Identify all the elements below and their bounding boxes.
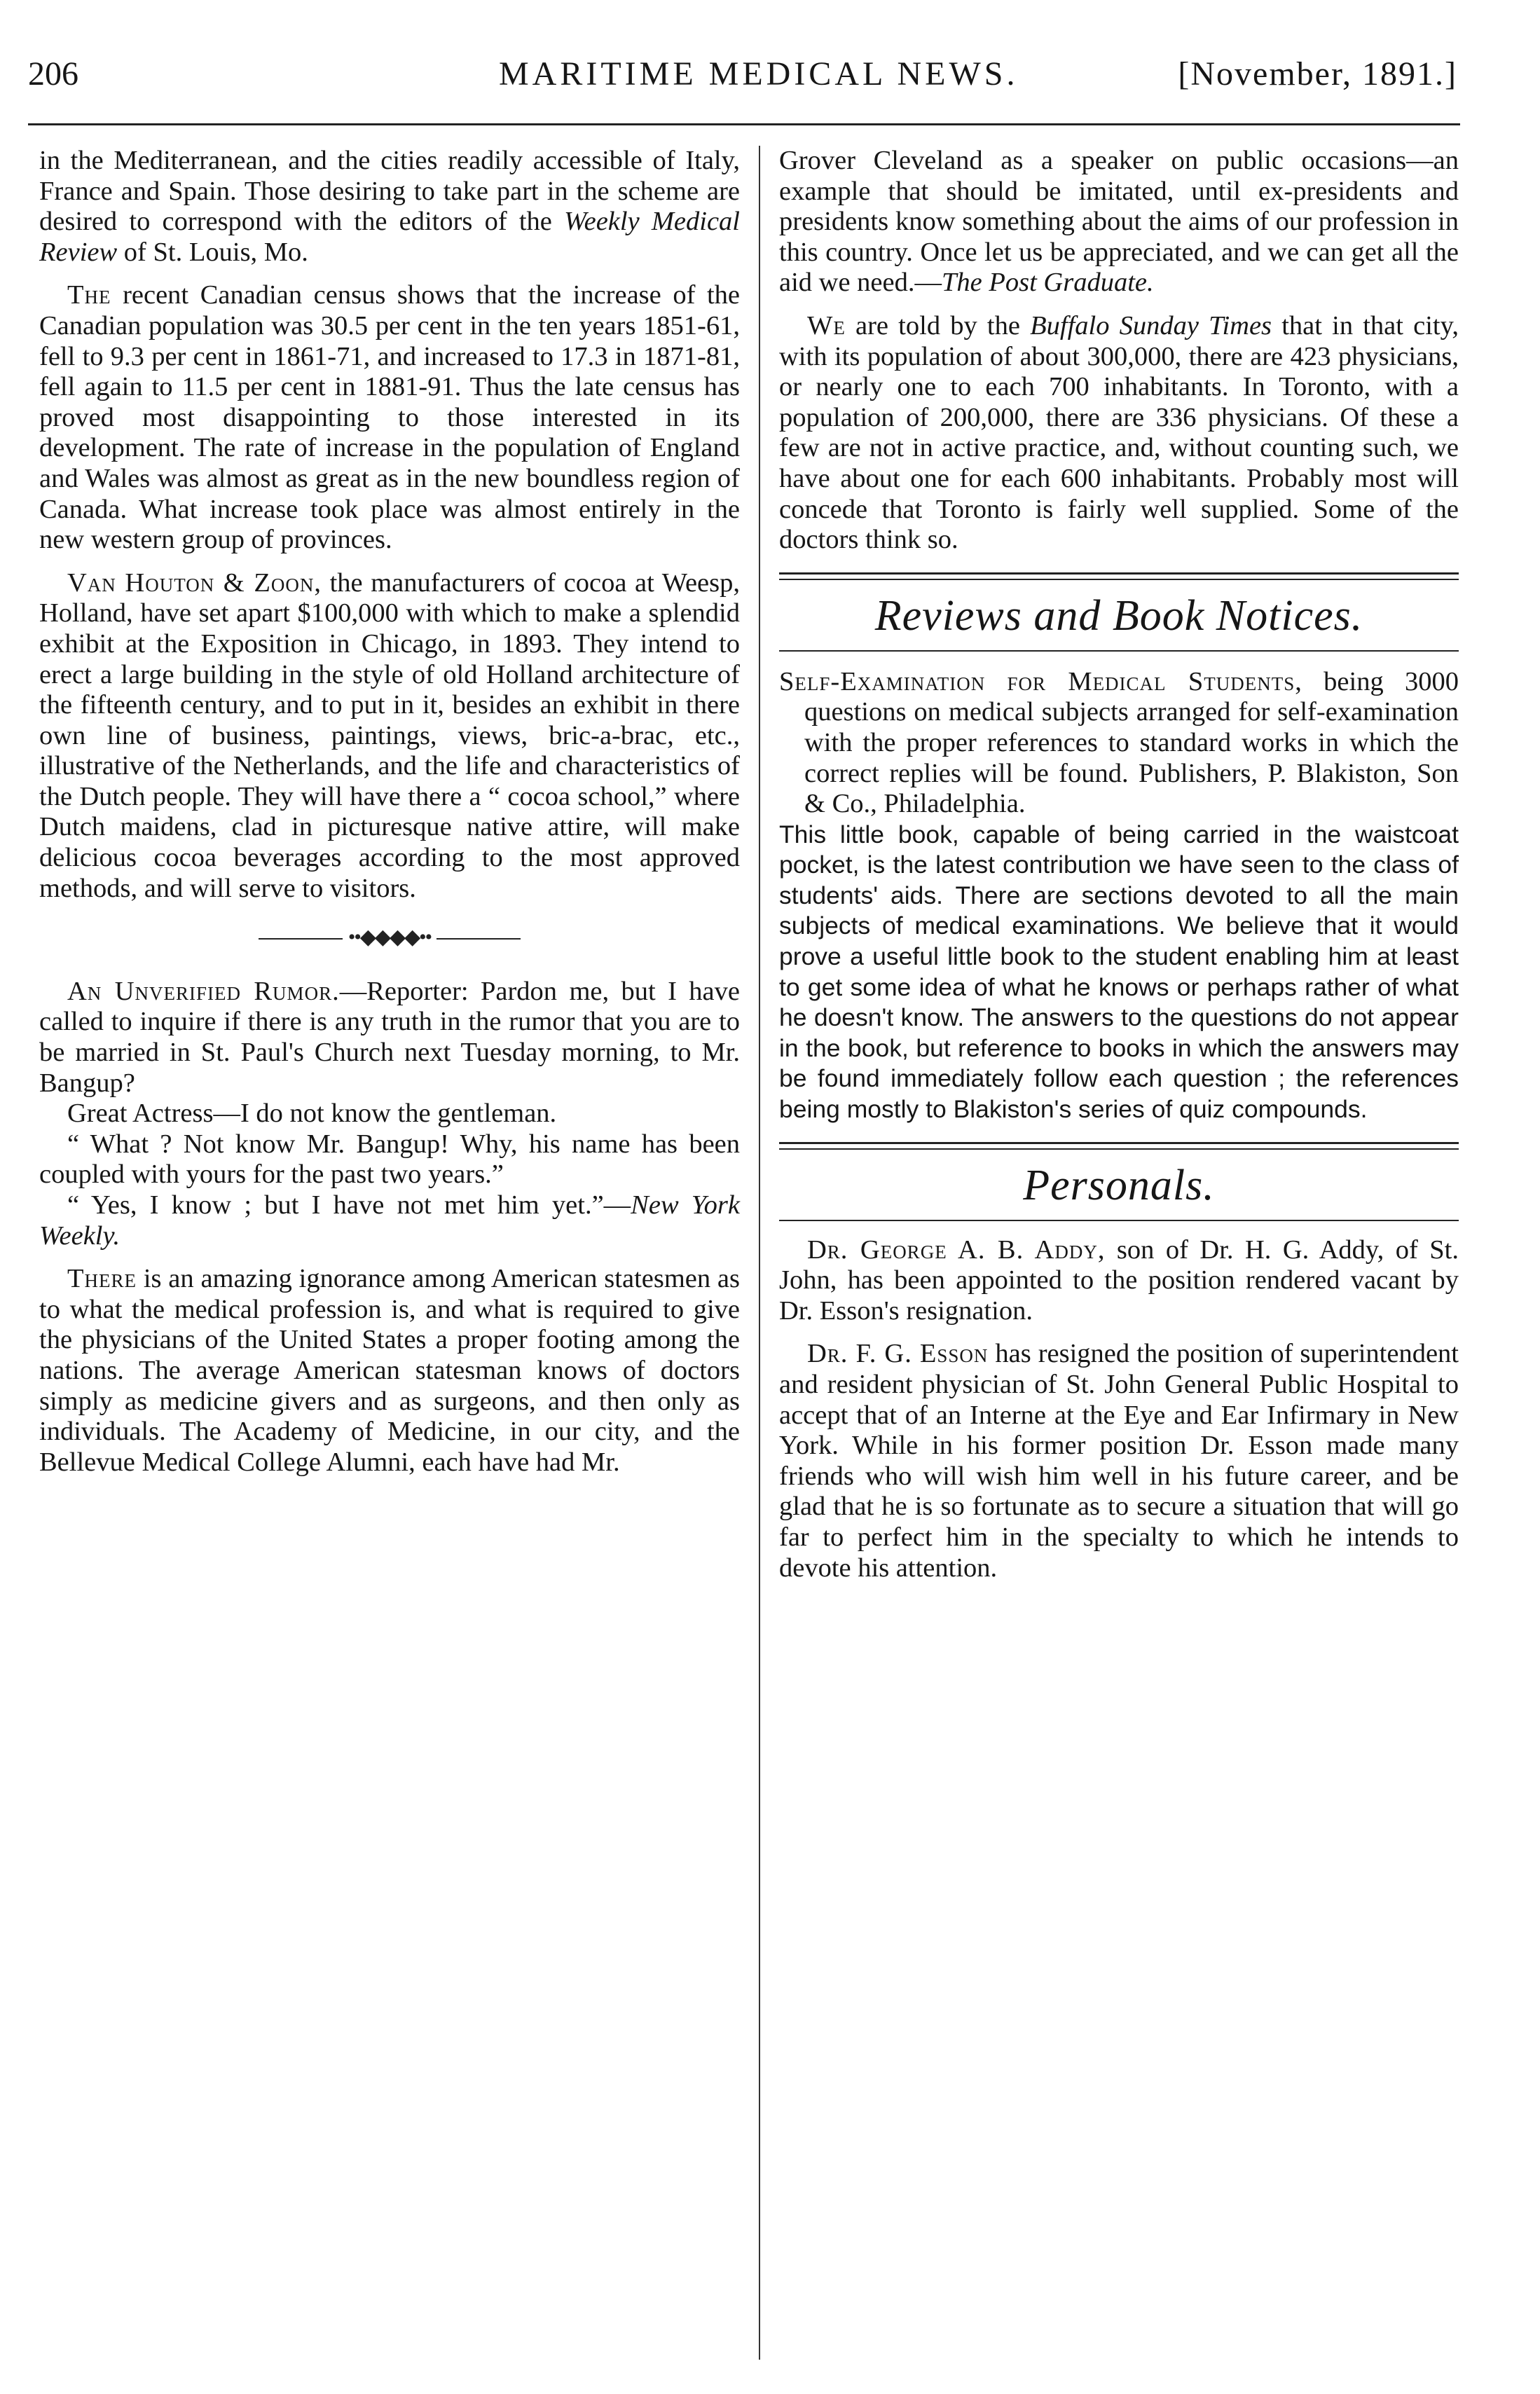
buffalo-article	[779, 311, 1459, 556]
right-column	[779, 146, 1459, 1583]
book-title: Self-Examination for Medical Students,	[779, 666, 1302, 696]
rumor-dialogue-1: Great Actress—I do not know the gentleman.	[67, 1099, 557, 1129]
article-text: is an amazing ignorance among American statesmen as to what the medical profession is, and what is required to give the physicians of the United States a proper footing among the nations. The average American statesman knows of doctors simply as medicine givers and as surgeons, and then only as individuals. The Academy of Medicine, in our city, and the Bellevue Medical College Alumni, each have had Mr.	[39, 1264, 740, 1477]
publication-name: New York Weekly.	[39, 1190, 741, 1251]
rumor-dialogue-2: “ What ? Not know Mr. Bangup! Why, his name has been coupled with yours for the past two years.”	[39, 1129, 740, 1190]
section-rule-bottom	[779, 579, 1459, 580]
article-text: recent Canadian census shows that the increase of the Canadian population was 30.5 per cent in the ten years 1851-61, fell to 9.3 per cent in 1861-71, and increased to 17.3 in 1871-81, fell again to 11.5 per cent in 1881-91. Thus the late census has proved most disappointing to those interested in its development. The rate of increase in the population of England and Wales was almost as great as in the new boundless region of Canada. What increase took place was almost entirely in the new western group of provinces.	[39, 280, 740, 555]
rumor-article	[39, 977, 740, 1099]
personal-text: son of Dr. H. G. Addy, of St. John, has been appointed to the position rendered vacant by Dr. Esson's resignation.	[779, 1234, 1459, 1326]
article-text: “ Yes, I know ; but I have not met him yet.”—	[67, 1190, 631, 1220]
cleveland-continuation	[779, 146, 1459, 298]
book-citation	[779, 667, 1459, 820]
issue-date: [November, 1891.]	[1178, 55, 1457, 92]
article-text-end: of St. Louis, Mo.	[117, 237, 308, 267]
ornament-glyphs: ••◆◆◆◆••	[348, 926, 432, 949]
journal-title: MARITIME MEDICAL NEWS.	[499, 55, 1019, 92]
column-divider	[759, 146, 760, 2360]
page-number: 206	[28, 55, 78, 92]
article-continuation	[39, 146, 740, 268]
lead-word: The	[67, 280, 111, 310]
book-review: This little book, capable of being carried in the waistcoat pocket, is the latest contribution we have seen to the class of students' aids. There are sections devoted to all the main subjects of medical examinations. We believe that it would prove a useful little book to the student enabling him at least to get some idea of what he knows or perhaps rather of what he doesn't know. The answers to the questions do not appear in the book, but reference to books in which the answers may be found immediately follow each question ; the references being mostly to Blakiston's series of quiz compounds.	[779, 820, 1459, 1124]
lead-word: An Unverified Rumor.	[67, 976, 340, 1006]
lead-name: Dr. F. G. Esson	[807, 1339, 989, 1369]
article-text: Grover Cleveland as a speaker on public occasions—an example that should be imitated, until ex-presidents and presidents know something about the aims of our profession in this country. Once let us be appreciated, and we can get all the aid we need.—	[779, 146, 1459, 298]
rumor-dialogue-3	[39, 1190, 740, 1251]
lead-word: Van Houton & Zoon,	[67, 567, 322, 598]
ornament-line-right	[436, 938, 521, 940]
publication-name: The Post Graduate.	[941, 268, 1154, 298]
article-text: the manufacturers of cocoa at Weesp, Holland, have set apart $100,000 with which to make a splendid exhibit at the Exposition in Chicago, in 1893. They intend to erect a large building in the style of old Holland architecture of the fifteenth century, and to put in it, besides an exhibit in there own line of business, paintings, views, bric-a-brac, etc., illustrative of the Netherlands, and the life and characteristics of the Dutch people. They will have there a “ cocoa school,” where Dutch maidens, clad in picturesque native attire, will make delicious cocoa beverages according to the most approved methods, and will serve to visitors.	[39, 567, 740, 903]
book-notice	[779, 667, 1459, 1125]
left-column	[39, 146, 740, 1478]
book-details: being 3000 questions on medical subjects arranged for self-examination with the proper references to standard works in which the correct replies will be found. Publishers, P. Blakiston, Son & Co., Philadelphia.	[804, 666, 1459, 819]
header-rule	[28, 123, 1460, 125]
cocoa-article	[39, 568, 740, 904]
article-text: —Reporter: Pardon me, but I have called to inquire if there is any truth in the rumor that you are to be married in St. Paul's Church next Tuesday morning, to Mr. Bangup?	[39, 976, 740, 1098]
section-rule-bottom	[779, 1148, 1459, 1150]
statesmen-article	[39, 1264, 740, 1478]
publication-name: Weekly Medical Review	[39, 207, 740, 267]
section-ornament	[39, 922, 740, 953]
lead-name: Dr. George A. B. Addy,	[807, 1234, 1106, 1265]
personal-text: has resigned the position of superintendent and resident physician of St. John General Public Hospital to accept that of an Interne at the Eye and Ear Infirmary in New York. While in his former position Dr. Esson made many friends who will wish him well in his future career, and be glad that he is so fortunate as to secure a situation that will go far to perfect him in the specialty to which he intends to devote his attention.	[779, 1339, 1459, 1583]
reviews-heading: Reviews and Book Notices.	[874, 591, 1363, 640]
section-rule-under-title	[779, 1220, 1459, 1221]
personal-esson	[779, 1339, 1459, 1583]
section-rule-top	[779, 1142, 1459, 1144]
article-text-end: that in that city, with its population of about 300,000, there are 423 physicians, or nearly one to each 700 inhabitants. In Toronto, with a population of 200,000, there are 336 physicians. Of these a few are not in active practice, and, without counting such, we have about one for each 600 inhabitants. Probably most will concede that Toronto is fairly well supplied. Some of the doctors think so.	[779, 310, 1459, 555]
personals-heading: Personals.	[1023, 1161, 1215, 1209]
personal-addy	[779, 1235, 1459, 1327]
ornament-line-left	[259, 938, 343, 940]
section-rule-top	[779, 572, 1459, 575]
census-article	[39, 280, 740, 555]
article-text: in the Mediterranean, and the cities readily accessible of Italy, France and Spain. Those desiring to take part in the scheme are desired to correspond with the editors of the	[39, 146, 740, 237]
lead-word: We	[807, 310, 846, 340]
article-text: are told by the	[845, 310, 1031, 340]
lead-word: There	[67, 1264, 137, 1294]
section-rule-under-title	[779, 650, 1459, 652]
publication-name: Buffalo Sunday Times	[1030, 310, 1272, 340]
page-header	[28, 55, 1457, 97]
